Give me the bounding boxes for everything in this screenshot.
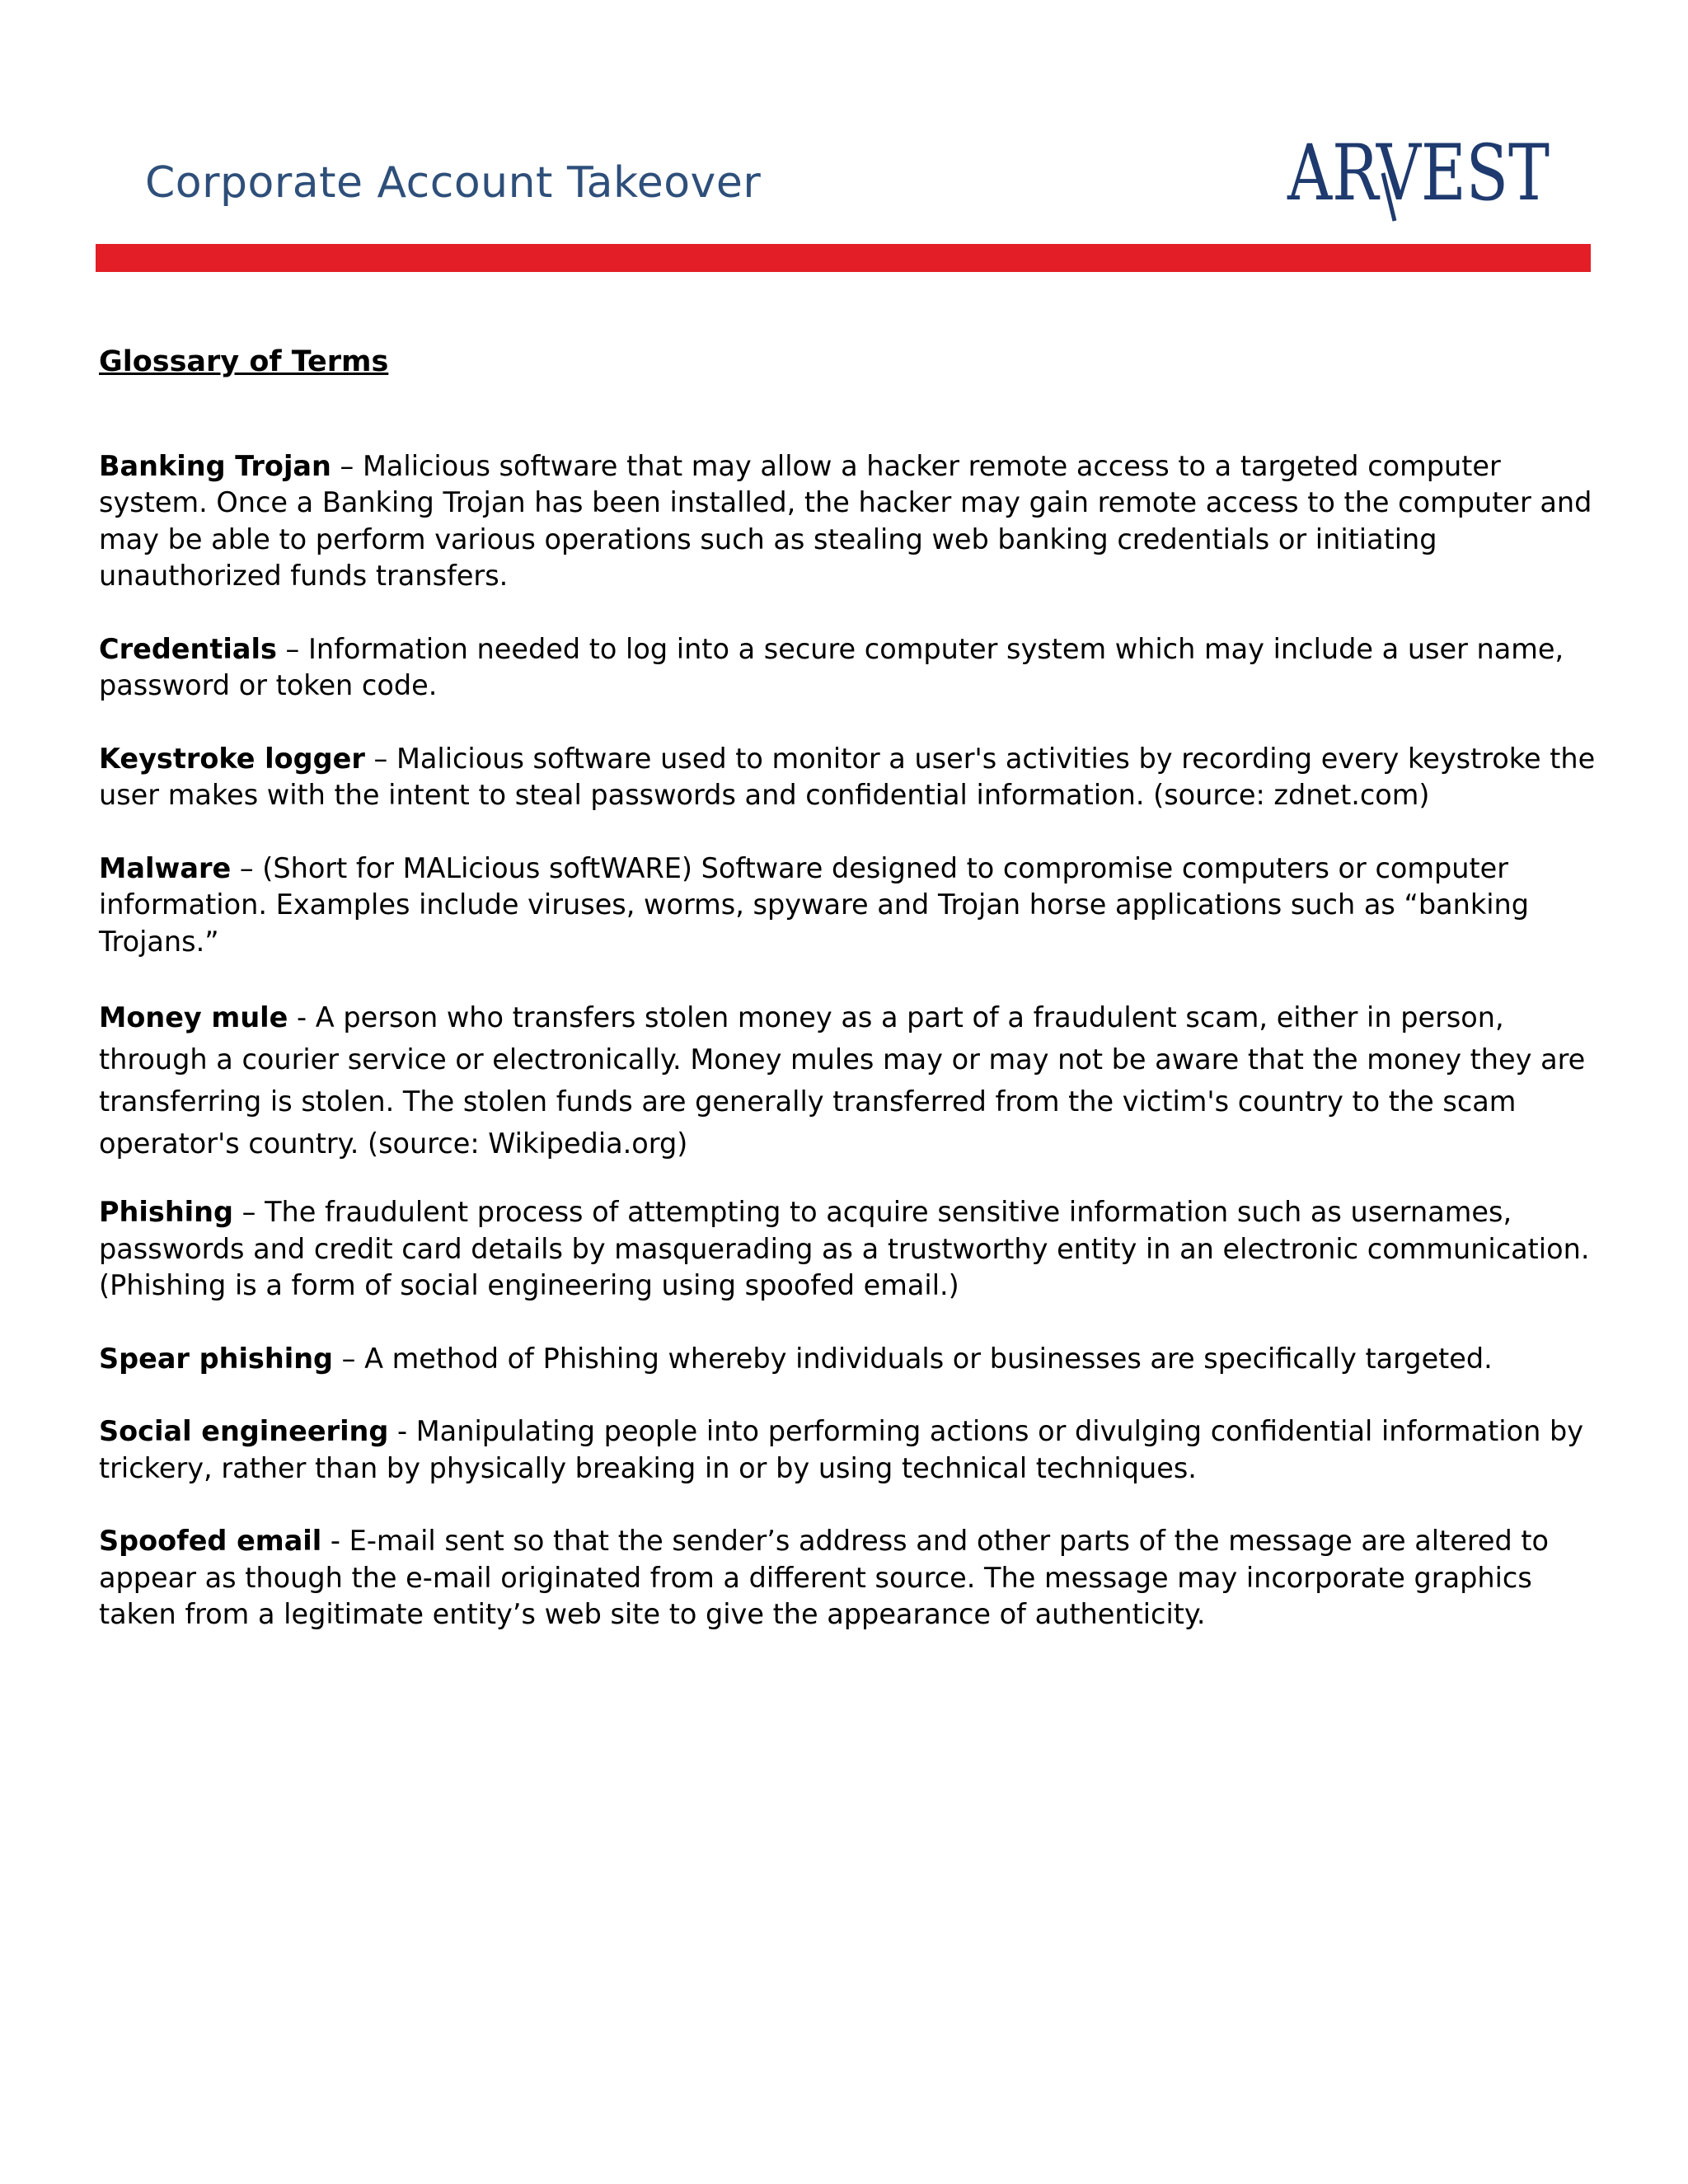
glossary-definition: Information needed to log into a secure computer system which may include a user name, password or token code. [99,632,1564,702]
glossary-term: Social engineering [99,1415,389,1448]
glossary-entry-keystroke-logger: Keystroke logger – Malicious software used to monitor a user's activities by recording every keystroke the user makes with the intent to steal passwords and confidential information. (source: zdnet.com) [99,742,1596,812]
glossary-term: Phishing [99,1196,233,1229]
glossary-definition: Malicious software used to monitor a user's activities by recording every keystroke the user makes with the intent to steal passwords and confidential information. (source: zdnet.com) [99,742,1596,812]
glossary-heading: Glossary of Terms [99,345,389,378]
glossary-entry-phishing: Phishing – The fraudulent process of attempting to acquire sensitive information such as usernames, passwords and credit card details by masquerading as a trustworthy entity in an electronic communication. (Phishing is a form of social engineering using spoofed email.) [99,1196,1590,1302]
glossary-entry-social-engineering: Social engineering - Manipulating people into performing actions or divulging confidential information by trickery, rather than by physically breaking in or by using technical techniques. [99,1415,1584,1484]
glossary-definition: A method of Phishing whereby individuals or businesses are specifically targeted. [364,1342,1493,1375]
document-title: Corporate Account Takeover [145,158,762,208]
glossary-entry-spear-phishing: Spear phishing – A method of Phishing whereby individuals or businesses are specifically targeted. [99,1342,1493,1375]
glossary-entry-spoofed-email: Spoofed email - E-mail sent so that the sender’s address and other parts of the message are altered to appear as though the e-mail originated from a different source. The message may incorporate graphics taken from a legitimate entity’s web site to give the appearance of authenticity. [99,1525,1550,1631]
glossary-definition: Malicious software that may allow a hacker remote access to a targeted computer system. Once a Banking Trojan has been installed, the hacker may gain remote access to the computer and may be able to perform various operations such as stealing web banking credentials or initiating unauthorized funds transfers. [99,449,1592,593]
glossary-entry-credentials: Credentials – Information needed to log into a secure computer system which may include a user name, password or token code. [99,632,1564,702]
glossary-entry-banking-trojan: Banking Trojan – Malicious software that may allow a hacker remote access to a targeted computer system. Once a Banking Trojan has been installed, the hacker may gain remote access to the computer and may be able to perform various operations such as stealing web banking credentials or initiating unauthorized funds transfers. [99,449,1592,593]
arvest-logo [1286,124,1558,231]
glossary-term: Keystroke logger [99,742,365,775]
glossary-definition: Manipulating people into performing actions or divulging confidential information by trickery, rather than by physically breaking in or by using technical techniques. [99,1415,1584,1484]
arvest-logo-text: ARVEST [1287,129,1550,218]
glossary-entry-malware: Malware – (Short for MALicious softWARE) Software designed to compromise computers or computer information. Examples include viruses, worms, spyware and Trojan horse applications such as “banking Trojans.” [99,851,1530,958]
glossary-term: Banking Trojan [99,449,331,482]
glossary-term: Money mule [99,1001,288,1034]
glossary-entry-money-mule: Money mule - A person who transfers stolen money as a part of a fraudulent scam, either in person, through a courier service or electronically. Money mules may or may not be aware that the money they are transferring is stolen. The stolen funds are generally transferred from the victim's country to the scam operator's country. (source: Wikipedia.org) [99,1001,1586,1160]
glossary-definition: (Short for MALicious softWARE) Software designed to compromise computers or computer information. Examples include viruses, worms, spyware and Trojan horse applications such as “banking Trojans.” [99,851,1530,958]
glossary-definition: A person who transfers stolen money as a part of a fraudulent scam, either in person, through a courier service or electronically. Money mules may or may not be aware that the money they are transferring is stolen. The stolen funds are generally transferred from the victim's country to the scam operator's country. (source: Wikipedia.org) [99,1001,1586,1160]
glossary-term: Spoofed email [99,1525,322,1558]
glossary-definition: The fraudulent process of attempting to acquire sensitive information such as usernames, passwords and credit card details by masquerading as a trustworthy entity in an electronic communication. (Phishing is a form of social engineering using spoofed email.) [99,1196,1590,1302]
glossary-term: Malware [99,851,232,884]
glossary-content [99,344,1599,1670]
glossary-definition: E-mail sent so that the sender’s address and other parts of the message are altered to appear as though the e-mail originated from a different source. The message may incorporate graphics taken from a legitimate entity’s web site to give the appearance of authenticity. [99,1525,1550,1631]
header-red-bar [96,244,1591,272]
glossary-term: Credentials [99,632,277,665]
glossary-term: Spear phishing [99,1342,334,1375]
